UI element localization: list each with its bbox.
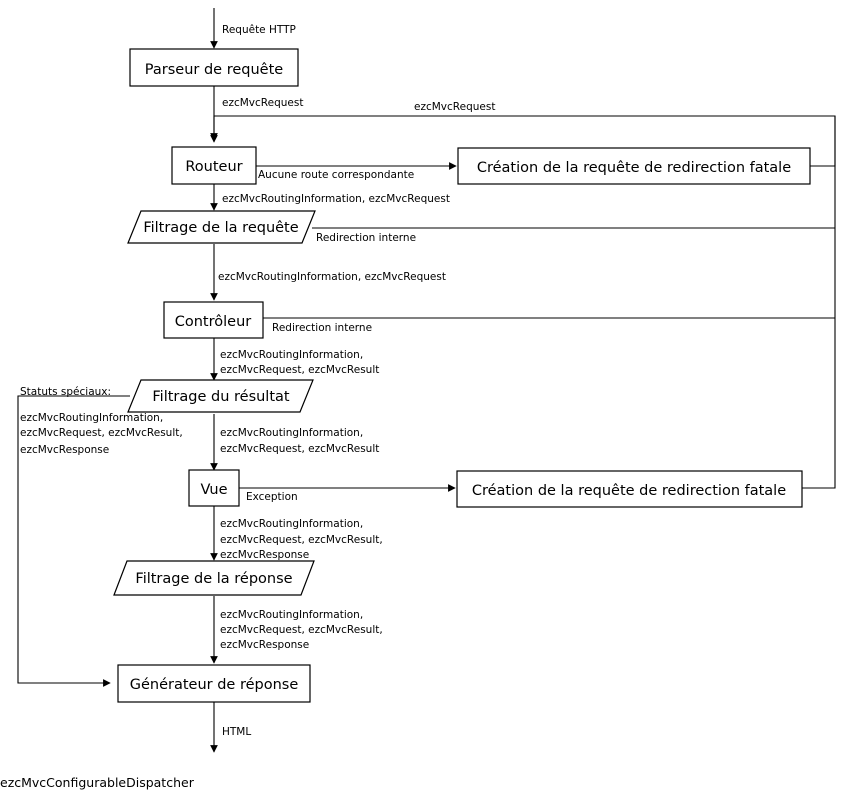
- edge-label-exception: Exception: [246, 491, 298, 503]
- node-request-filter-label: Filtrage de la requête: [143, 220, 299, 236]
- edge-label-from-fatal-top: ezcMvcRequest: [414, 101, 496, 113]
- edge-label-view-response-3: ezcMvcResponse: [220, 549, 310, 561]
- node-fatal-redirect-bottom-label: Création de la requête de redirection fatale: [471, 483, 787, 499]
- edge-label-controller-result-2: ezcMvcRequest, ezcMvcResult: [220, 364, 380, 376]
- edge-label-html: HTML: [222, 726, 252, 738]
- edge-special-status-to-generator: [18, 396, 130, 683]
- edge-label-no-route: Aucune route correspondante: [258, 169, 415, 181]
- node-response-generator-label: Générateur de réponse: [129, 677, 299, 693]
- node-result-filter-label: Filtrage du résultat: [152, 389, 290, 405]
- edge-label-special-status-1: Statuts spéciaux:: [20, 386, 112, 398]
- edge-label-view-response-1: ezcMvcRoutingInformation,: [220, 518, 364, 530]
- node-view-label: Vue: [200, 482, 228, 498]
- edge-label-special-status-4: ezcMvcResponse: [20, 444, 110, 456]
- node-parser-label: Parseur de requête: [144, 62, 284, 78]
- diagram-caption: ezcMvcConfigurableDispatcher: [0, 775, 194, 790]
- edge-label-internal-redirect-filter: Redirection interne: [316, 232, 417, 244]
- edge-label-filter-to-controller: ezcMvcRoutingInformation, ezcMvcRequest: [218, 271, 446, 283]
- node-router-label: Routeur: [185, 159, 243, 175]
- edge-label-response-generator-3: ezcMvcResponse: [220, 639, 310, 651]
- edge-label-response-generator-1: ezcMvcRoutingInformation,: [220, 609, 364, 621]
- node-fatal-redirect-top-label: Création de la requête de redirection fatale: [476, 160, 792, 176]
- edge-label-special-status-3: ezcMvcRequest, ezcMvcResult,: [20, 427, 183, 439]
- node-controller-label: Contrôleur: [174, 314, 252, 330]
- edge-label-view-response-2: ezcMvcRequest, ezcMvcResult,: [220, 534, 383, 546]
- edge-label-controller-result-1: ezcMvcRoutingInformation,: [220, 349, 364, 361]
- edge-label-result-view-2: ezcMvcRequest, ezcMvcResult: [220, 443, 380, 455]
- edge-label-to-router: ezcMvcRequest: [222, 97, 304, 109]
- edge-label-special-status-2: ezcMvcRoutingInformation,: [20, 412, 164, 424]
- edge-label-result-view-1: ezcMvcRoutingInformation,: [220, 427, 364, 439]
- edge-label-http-request: Requête HTTP: [222, 24, 296, 36]
- edge-label-response-generator-2: ezcMvcRequest, ezcMvcResult,: [220, 624, 383, 636]
- edge-label-router-to-filter: ezcMvcRoutingInformation, ezcMvcRequest: [222, 193, 450, 205]
- node-response-filter-label: Filtrage de la réponse: [135, 571, 293, 587]
- edge-label-internal-redirect-controller: Redirection interne: [272, 322, 373, 334]
